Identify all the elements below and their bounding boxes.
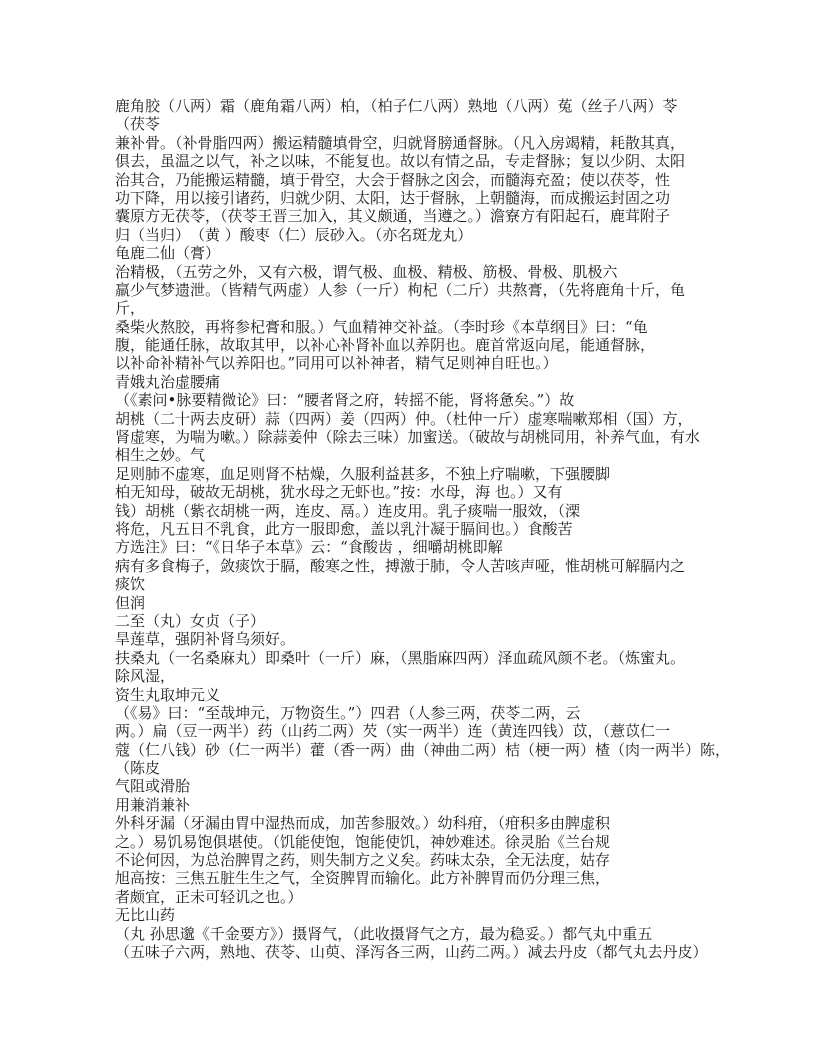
text-line: 龟鹿二仙（膏） bbox=[115, 244, 221, 263]
text-line: 旱莲草，强阴补肾乌须好。 bbox=[115, 630, 296, 649]
text-line: 外科牙漏（牙漏由胃中湿热而成，加苦参服效。）幼科疳，（疳积多由脾虚积 bbox=[115, 814, 611, 833]
text-line: 者颇宜，正未可轻讥之也。） bbox=[115, 887, 303, 906]
text-line: 俱去，虽温之以气，补之以味，不能复也。故以有情之品，专走督脉；复以少阴、太阳 bbox=[115, 152, 686, 171]
text-line: 兼补骨。（补骨脂四两）搬运精髓填骨空，归就肾膀通督脉。（凡入房竭精，耗散其真， bbox=[115, 133, 686, 152]
text-line: 但润 bbox=[115, 593, 146, 612]
text-line: （《素问•脉要精微论》曰：“腰者肾之府，转摇不能，肾将惫矣。”）故 bbox=[115, 391, 575, 410]
text-line: 相生之妙。气 bbox=[115, 446, 206, 465]
text-line: 以补命补精补气以养阳也。”同用可以补神者，精气足则神自旺也。） bbox=[115, 354, 558, 373]
text-line: 不论何因，为总治脾胃之药，则失制方之义矣。药味太杂，全无法度，姑存 bbox=[115, 851, 611, 870]
text-line: 足则肺不虚寒，血足则肾不枯燥，久服利益甚多，不独上疗喘嗽，下强腰脚 bbox=[115, 464, 611, 483]
text-line: 柏无知母，破故无胡桃，犹水母之无虾也。”按：水母，海 也。）又有 bbox=[115, 483, 563, 502]
text-line: 斤， bbox=[115, 299, 146, 318]
text-line: 治其合，乃能搬运精髓，填于骨空，大会于督脉之囟会，而髓海充盈；使以茯苓，性 bbox=[115, 170, 671, 189]
text-line: 气阻或滑胎 bbox=[115, 777, 191, 796]
text-line: 方选注》曰：“《日华子本草》云：“食酸齿 ，细嚼胡桃即解 bbox=[115, 538, 503, 557]
text-line: 肾虚寒，为喘为嗽。）除蒜姜仲（除去三味）加蜜送。（破故与胡桃同用，补养气血，有水 bbox=[115, 428, 701, 447]
text-line: 归（当归） （黄 ）酸枣（仁）辰砂入。（亦名斑龙丸） bbox=[115, 225, 473, 244]
text-line: 胡桃（二十两去皮研）蒜（四两）姜（四两）仲。（杜仲一斤）虚寒喘嗽郑相（国）方， bbox=[115, 409, 693, 428]
text-line: 将危，凡五日不乳食，此方一服即愈，盖以乳汁凝于膈间也。）食酸苦 bbox=[115, 519, 573, 538]
text-line: 两。）扁（豆一两半）药（山药二两）芡（实一两半）连（黄连四钱）苡，（薏苡仁一 bbox=[115, 722, 671, 741]
text-line: 腹，能通任脉，故取其甲，以补心补肾补血以养阴也。鹿首常返向尾，能通督脉， bbox=[115, 336, 656, 355]
text-line: 除风湿， bbox=[115, 667, 176, 686]
text-line: （五味子六两，熟地、茯苓、山萸、泽泻各三两，山药二两。）减去丹皮（都气丸去丹皮） bbox=[115, 942, 708, 961]
text-line: 二至（丸）女贞（子） bbox=[115, 611, 266, 630]
text-line: （茯苓 bbox=[115, 115, 161, 134]
text-line: 用兼消兼补 bbox=[115, 795, 191, 814]
text-line: 痰饮 bbox=[115, 575, 146, 594]
text-line: 蔻（仁八钱）砂（仁一两半）藿（香一两）曲（神曲二两）桔（梗一两）楂（肉一两半）陈， bbox=[115, 740, 731, 759]
text-line: 功下降，用以接引诸药，归就少阴、太阳，达于督脉，上朝髓海，而成搬运封固之功 bbox=[115, 188, 671, 207]
text-line: 囊原方无茯苓，（茯苓王晋三加入，其义颇通，当遵之。）澹寮方有阳起石，鹿茸附子 bbox=[115, 207, 671, 226]
document-body bbox=[115, 97, 731, 961]
text-line: 资生丸取坤元义 bbox=[115, 685, 221, 704]
text-line: （《易》曰：“至哉坤元，万物资生。”）四君（人参三两，茯苓二两，云 bbox=[115, 703, 581, 722]
text-line: （陈皮 bbox=[115, 759, 161, 778]
text-line: 青娥丸治虚腰痛 bbox=[115, 372, 221, 391]
text-line: 无比山药 bbox=[115, 906, 176, 925]
text-line: 病有多食梅子，敛痰饮于膈，酸寒之性，搏激于肺，令人苦咳声哑，惟胡桃可解膈内之 bbox=[115, 556, 686, 575]
text-line: 桑柴火熬胶，再将参杞膏和服。）气血精神交补益。（李时珍《本草纲目》曰：“龟 bbox=[115, 317, 648, 336]
text-line: 之。）易饥易饱俱堪使。（饥能使饱，饱能使饥，神妙难述。徐灵胎《兰台规 bbox=[115, 832, 611, 851]
text-line: 鹿角胶（八两）霜（鹿角霜八两）柏，（柏子仁八两）熟地（八两）菟（丝子八两）苓 bbox=[115, 97, 678, 115]
text-line: 羸少气梦遗泄。（皆精气两虚）人参（一斤）枸杞（二斤）共熬膏，（先将鹿角十斤，龟 bbox=[115, 280, 686, 299]
text-line: 钱）胡桃（紫衣胡桃一两，连皮、鬲。）连皮用。乳子痰喘一服效，（溧 bbox=[115, 501, 581, 520]
text-line: 治精极，（五劳之外，又有六极，谓气极、血极、精极、筋极、骨极、肌极六 bbox=[115, 262, 618, 281]
text-line: 旭高按：三焦五脏生生之气，全资脾胃而输化。此方补脾胃而仍分理三焦， bbox=[115, 869, 611, 888]
text-line: 扶桑丸（一名桑麻丸）即桑叶（一斤）麻，（黑脂麻四两）泽血疏风颜不老。（炼蜜丸。 bbox=[115, 648, 686, 667]
text-line: （丸 孙思邈《千金要方》）摄肾气，（此收摄肾气之方，最为稳妥。）都气丸中重五 bbox=[115, 924, 653, 943]
